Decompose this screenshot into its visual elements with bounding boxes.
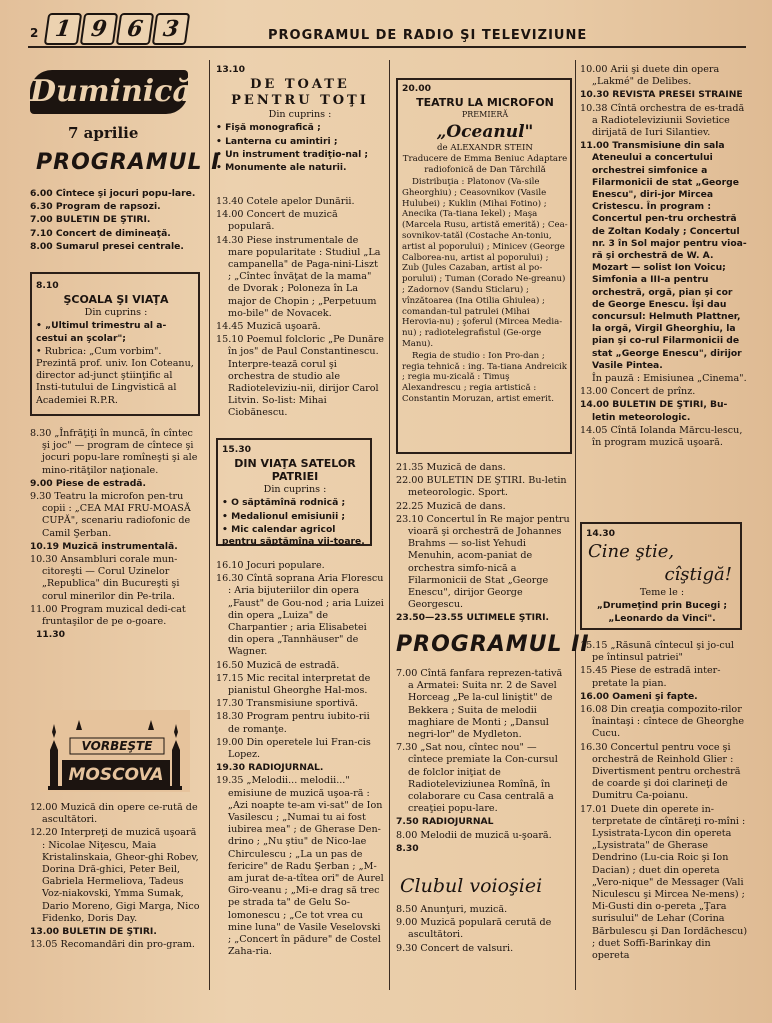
schedule-entry: 14.45 Muzică uşoară. — [216, 321, 321, 333]
box-time: 20.00 — [402, 83, 432, 94]
box-item: • Rubrica: „Cum vorbim". Prezintă prof. univ. Ion Coteanu, director ad-junct ştiinţific al Insti-tutului de Lingvistică al Academiei R.P.R. — [36, 345, 194, 406]
column-divider — [209, 60, 210, 990]
clubul-title: Clubul voioşiei — [400, 875, 543, 897]
moscow-logo — [40, 710, 190, 792]
schedule-entry: 12.00 Muzică din opere ce-rută de ascultători. — [30, 802, 198, 826]
schedule-entry: 14.30 Piese instrumentale de mare popularitate : Studiul „La campanella" de Paga-nini-Liszt ; „Cîntec învăţat de la mama" de Dvorak ; Poloneza în La major de Chopin ; „Perpetuum mo-bile" de Novacek. — [216, 234, 381, 319]
box-item: • Mic calendar agricol pentru săptămîna vii-toare. — [222, 523, 365, 548]
schedule-entry: 16.30 Cîntă soprana Aria Florescu : Aria bijuteriilor din opera „Faust" de Gou-nod ; aria Luizei din opera „Luiza" de Charpantier ; aria Elisabetei din opera „Tannhäuser" de Wagner. — [216, 573, 384, 658]
schedule-entry: 22.00 BULETIN DE ŞTIRI. Bu-letin meteorologic. Sport. — [396, 475, 567, 499]
section-title: PENTRU TOŢI — [231, 93, 369, 109]
schedule-entry: 22.25 Muzică de dans. — [396, 500, 506, 512]
year-digit: 3 — [152, 13, 190, 45]
schedule-entry: 10.19 Muzică instrumentală. — [30, 540, 178, 552]
schedule-entry: 23.50—23.55 ULTIMELE ŞTIRI. — [396, 612, 550, 624]
schedule-entry: 19.35 „Melodii... melodii..." emisiune de muzică uşoa-ră : „Azi noapte te-am vi-sat" de Ion Vasilescu ; „Numai tu ai fost iubirea mea" ; de Gherase Den-drino ; „Nu ştiu" de Nico-lae Chirculescu ; „La un pas de fericire" de Radu Şerban ; „M-am jurat de-a-tîtea ori" de Aurel Giro-veanu ; „Mi-e drag să trec pe strada ta" de Gelu So-lomonescu ; „Ce tot vrea cu mine luna" de Vasile Veselovski ; „Concert în pădure" de Costel Zaha-ria. — [216, 775, 384, 958]
schedule-entry: 13.40 Cotele apelor Dunării. — [216, 196, 355, 207]
section-item: • Lanterna cu amintiri ; — [216, 135, 338, 147]
teatru-box — [396, 78, 572, 454]
col1-bottom-list — [30, 802, 202, 952]
schedule-entry: 13.00 Concert de prînz. — [580, 386, 696, 398]
day-name: Duminică — [30, 74, 192, 109]
schedule-entry: 7.10 Concert de dimineaţă. — [30, 227, 171, 239]
col2-list-a — [216, 196, 384, 421]
play-crew: Regia de studio : Ion Pro-dan ; regia tehnică : ing. Ta-tiana Andreicik ; regia mu-zicală : Timuş Alexandrescu ; regia artistică : Constantin Moruzan, artist emerit. — [402, 350, 567, 404]
section-time: 13.10 — [216, 64, 246, 75]
schedule-entry: 10.00 Arii şi duete din opera „Lakmé" de Delibes. — [580, 64, 720, 88]
schedule-entry: 11.00 Transmisiune din sala Ateneului a concertului orchestrei simfonice a Filarmonicii de stat „George Enescu", diri-jor Mircea Cristescu. În program : Concertul pen-tru orchestră de Zoltan Kodaly ; Concertul nr. 3 în Sol major pentru vioa-ră şi orchestră de W. A. Mozart — solist Ion Voicu; Simfonia a III-a pentru orchestră, orgă, pian şi cor de George Enescu. Îşi dau concursul: Helmuth Plattner, la orgă, Virgil Gheorghiu, la pian şi co-rul Filarmonicii de stat „George Enescu", dirijor Vasile Pintea. — [580, 140, 747, 371]
section-intro: Din cuprins : — [268, 109, 332, 121]
schedule-entry: 17.01 Duete din operete in-terpretate de cîntăreţi ro-mîni : Lysistrata-Lycon din opereta „Lysistrata" de Gherase Dendrino (Lu-cia Roic şi Ion Dacian) ; duet din opereta „Vero-nique" de Messager (Vali Niculescu şi Mircea Ne-mens) ; Mi-Gusti din o-pereta „Ţara surisului" de Lehar (Corina Bărbulescu şi Dan Iordăchescu) ; duet Soffi-Barinkay din opereta — [580, 803, 748, 962]
col3-list-a — [396, 462, 570, 626]
schedule-entry: 15.10 Poemul folcloric „Pe Dunăre în jos" de Paul Constantinescu. Interpre-tează corul şi orchestra de studio ale Radioteleviziu-nii, dirijor Carol Litvin. So-list: Mihai Ciobănescu. — [216, 334, 384, 419]
program-1-title: PROGRAMUL I — [36, 150, 221, 175]
section-item: • Fişă monografică ; — [216, 122, 321, 134]
col3-list-c — [396, 904, 570, 956]
play-credits: Traducere de Emma Beniuc Adaptare radiofonică de Dan Tărchilă — [402, 154, 568, 176]
schedule-entry: 7.00 BULETIN DE ŞTIRI. — [30, 214, 151, 226]
box-title: cîştigă! — [664, 564, 732, 586]
schedule-entry: 10.38 Cîntă orchestra de es-tradă a Radioteleviziunii Sovietice dirijată de Iuri Silantiev. — [580, 102, 745, 139]
year-digit: 1 — [44, 13, 82, 45]
moscow-line2: MOSCOVA — [68, 765, 164, 785]
play-author: de ALEXANDR STEIN — [437, 142, 533, 153]
box-item: „Drumeţind prin Bucegi ; „Leonardo da Vinci". — [596, 600, 728, 624]
col4-list-b — [580, 640, 748, 963]
cine-stie-box — [580, 522, 742, 630]
sate-box — [216, 438, 372, 546]
schedule-entry: 9.30 Concert de valsuri. — [396, 942, 514, 954]
schedule-entry: 8.50 Anunţuri, muzică. — [396, 904, 508, 915]
schedule-entry: 8.30 „Înfrăţiţi în muncă, în cîntec şi joc" — program de cîntece şi jocuri popu-lare romîneşti şi ale mino-rităţilor naţionale. — [30, 428, 198, 476]
header-divider — [28, 46, 746, 48]
schedule-entry: 14.00 Concert de muzică populară. — [216, 209, 338, 233]
page-number: 2 — [30, 26, 39, 40]
schedule-entry: 16.00 Oameni şi fapte. — [580, 690, 698, 702]
schedule-entry: 6.00 Cîntece şi jocuri popu-lare. — [30, 188, 196, 199]
schedule-entry: 12.20 Interpreţi de muzică uşoară : Nicolae Niţescu, Maia Kristalinskaia, Gheor-ghi Robev, Dorina Dră-ghici, Peter Beil, Gabriela Hermeliova, Tadeus Voz-niakovski, Ymma Sumak, Dario Moreno, Gigi Marga, Nico Fidenko, Doris Day. — [30, 827, 200, 924]
section-title: DE TOATE — [250, 77, 350, 93]
box-title: TEATRU LA MICROFON — [416, 95, 554, 109]
col3-list-b — [396, 668, 570, 856]
schedule-entry: 13.05 Recomandări din pro-gram. — [30, 939, 195, 951]
box-title: ŞCOALA ŞI VIAŢA — [63, 293, 169, 307]
schedule-entry: 21.35 Muzică de dans. — [396, 462, 506, 473]
col4-list-a — [580, 64, 748, 450]
schedule-entry: 17.15 Mic recital interpretat de pianistul Gheorghe Hal-mos. — [216, 672, 371, 697]
box-time: 14.30 — [586, 528, 616, 539]
moscow-line1: VORBEŞTE — [81, 739, 153, 753]
section-item: • Monumente ale naturii. — [216, 162, 347, 174]
page-header-title: PROGRAMUL DE RADIO ŞI TELEVIZIUNE — [268, 28, 588, 43]
schedule-entry: 16.50 Muzică de estradă. — [216, 659, 340, 671]
schedule-entry: 9.30 Teatru la microfon pen-tru copii : „CEA MAI FRU-MOASĂ CUPĂ", scenariu radiofonic de Camil Şerban. — [30, 491, 191, 539]
de-toate-section — [216, 64, 384, 175]
box-title: Cine ştie, — [588, 541, 675, 563]
schedule-entry: 19.00 Din operetele lui Fran-cis Lopez. — [216, 736, 371, 761]
schedule-entry: 6.30 Program de rapsozi. — [30, 201, 161, 213]
schedule-entry: 18.30 Program pentru iubito-rii de romanţe. — [216, 711, 370, 735]
program-2-title: PROGRAMUL II — [396, 632, 590, 657]
schedule-entry: 7.30 „Sat nou, cîntec nou" — cîntece premiate la Con-cursul de folclor iniţiat de Radioteleviziunea Romînă, în colaborare cu Casa centrală a creaţiei popu-lare. — [396, 742, 558, 815]
scoala-box — [30, 272, 200, 416]
schedule-entry: 11.00 Program muzical dedi-cat fruntaşilor de pe o-goare. — [30, 603, 186, 628]
schedule-entry: 19.30 RADIOJURNAL. — [216, 762, 324, 774]
box-intro: Din cuprins : — [84, 307, 148, 319]
col1-mid-list — [30, 428, 202, 642]
schedule-entry: 14.05 Cîntă Iolanda Mărcu-lescu, în program muzică uşoară. — [580, 424, 743, 449]
schedule-entry: 10.30 REVISTA PRESEI STRAINE — [580, 89, 743, 101]
box-item: • „Ultimul trimestru al a-cestui an şcolar"; — [36, 320, 167, 344]
year-digit: 6 — [116, 13, 154, 45]
schedule-entry: În pauză : Emisiunea „Cinema". — [592, 373, 747, 385]
schedule-entry: 8.30 — [396, 842, 419, 854]
program-date: 7 aprilie — [68, 124, 139, 142]
play-title: „Oceanul" — [436, 121, 534, 142]
column-divider — [389, 60, 390, 990]
premiere-label: PREMIERĂ — [461, 109, 509, 119]
schedule-entry: 10.30 Ansambluri corale mun-citoreşti — Corul Uzinelor „Republica" din Bucureşti şi corul minerilor din Pe-trila. — [30, 554, 180, 602]
schedule-entry: 16.10 Jocuri populare. — [216, 560, 325, 571]
day-banner — [30, 70, 192, 114]
box-intro: Teme le : — [639, 587, 685, 599]
schedule-entry: 7.00 Cîntă fanfara reprezen-tativă a Armatei: Suita nr. 2 de Savel Horceag „Pe la-cul liniştit" de Bekkera ; Suita de melodii maghiare de Monti ; „Dansul negri-lor" de Mydleton. — [396, 668, 563, 741]
schedule-entry: 17.30 Transmisiune sportivă. — [216, 698, 359, 710]
year-logo — [46, 13, 188, 45]
year-digit: 9 — [80, 13, 118, 45]
schedule-entry: 8.00 Melodii de muzică u-şoară. — [396, 829, 552, 841]
schedule-entry: 15.15 „Răsună cîntecul şi jo-cul pe întinsul patriei" — [580, 640, 734, 664]
box-time: 8.10 — [36, 280, 59, 291]
box-time: 15.30 — [222, 444, 252, 455]
schedule-entry: 16.30 Concertul pentru voce şi orchestră de Reinhold Glier : Divertisment pentru orchestră de coarde şi doi clarineţi de Dumitru Ca-poianu. — [580, 741, 741, 802]
schedule-entry: 11.30 — [36, 629, 66, 641]
column-divider — [575, 60, 576, 990]
schedule-entry: 16.08 Din creaţia compozito-rilor înaintaşi : cîntece de Gheorghe Cucu. — [580, 704, 745, 740]
schedule-entry: 8.00 Sumarul presei centrale. — [30, 240, 184, 252]
play-cast: Distribuţia : Platonov (Va-sile Gheorghiu) ; Ceasovnikov (Vasile Hulubei) ; Kuklin (Mihai Fotino) ; Anecika (Ta-tiana Iekel) ; Maşa (Marcela Rusu, artistă emerită) ; Cea-sovnikov-tatăl (Costache An-toniu, artist al poporului) ; Minicev (George Calborea-nu, artist al poporului) ; Zub (Jules Cazaban, artist al po-porului) ; Tuman (Corado Ne-greanu) ; Zadornov (Sandu Sticlaru) ; vînzătoarea (Ina Otilia Ghiulea) ; comandan-tul patrulei (Mihai Herovia-nu) ; şoferul (Mircea Media-nu) ; radiotelegrafistul (Ge-orge Manu). — [402, 176, 568, 349]
schedule-entry: 9.00 Piese de estradă. — [30, 477, 146, 489]
schedule-entry: 15.45 Piese de estradă inter-pretate la pian. — [580, 665, 721, 689]
schedule-entry: 14.00 BULETIN DE ŞTIRI, Bu-letin meteorologic. — [580, 399, 728, 423]
schedule-entry: 23.10 Concertul în Re major pentru vioară şi orchestră de Johannes Brahms — so-list Yehudi Menuhin, acom-paniat de orchestra simfo-nică a Filarmonicii de Stat „George Enescu", dirijor George Georgescu. — [396, 513, 570, 611]
col2-list-b — [216, 560, 384, 960]
col1-top-list — [30, 188, 202, 254]
schedule-entry: 9.00 Muzică populară cerută de ascultători. — [396, 917, 552, 941]
section-item: • Un instrument tradiţio-nal ; — [216, 148, 369, 160]
schedule-entry: 13.00 BULETIN DE ŞTIRI. — [30, 926, 157, 938]
schedule-entry: 7.50 RADIOJURNAL — [396, 816, 494, 828]
box-item: • O săptămînă rodnică ; — [222, 497, 346, 509]
box-title: DIN VIAŢA SATELOR PATRIEI — [234, 457, 356, 484]
box-item: • Medalionul emisiunii ; — [222, 510, 346, 522]
box-intro: Din cuprins : — [263, 484, 327, 496]
